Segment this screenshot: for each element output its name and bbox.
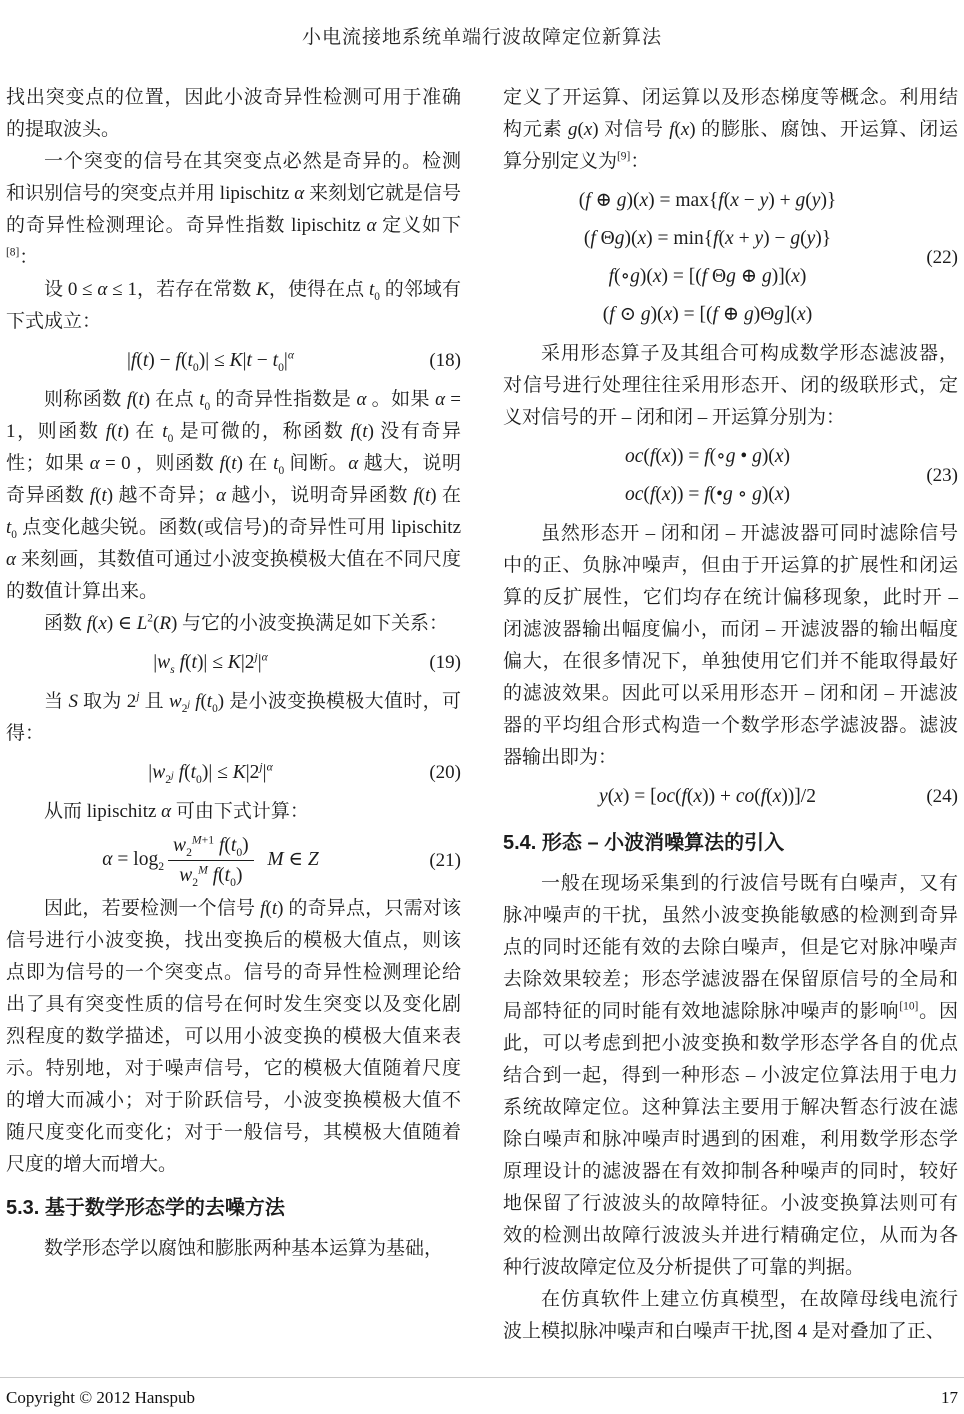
equation-block [6, 832, 461, 889]
section-heading: 5.4. 形态 – 小波消噪算法的引入 [503, 832, 785, 854]
page-header [0, 0, 964, 82]
equation-line: (f ⊙ g)(x) = [(f ⊕ g)Θg](x) [602, 304, 813, 325]
column-left [6, 82, 461, 1348]
equation-number: (20) [429, 762, 461, 783]
paragraph: 一个突变的信号在其突变点必然是奇异的。检测和识别信号的突变点并用 lipischitz α 来刻划它就是信号的奇异性检测理论。奇异性指数 lipischitz α 定义如下[8]： [6, 151, 461, 268]
paragraph: 定义了开运算、闭运算以及形态梯度等概念。利用结构元素 g(x) 对信号 f(x) 的膨胀、腐蚀、开运算、闭运算分别定义为[9]： [503, 87, 958, 172]
equation-number: (22) [926, 247, 958, 268]
equation-lines [503, 182, 912, 334]
equation-line: (f Θg)(x) = min{f(x + y) − g(y)} [583, 228, 832, 249]
paragraph: 采用形态算子及其组合可构成数学形态滤波器，对信号进行处理往往采用形态开、闭的级联形式，定义对信号的开 – 闭和闭 – 开运算分别为： [503, 343, 958, 428]
paragraph: 找出突变点的位置，因此小波奇异性检测可用于准确的提取波头。 [6, 87, 461, 140]
paragraph: 在仿真软件上建立仿真模型，在故障母线电流行波上模拟脉冲噪声和白噪声干扰,图 4 是对叠加了正、 [503, 1289, 958, 1342]
equation-line: $|w_{2^j}$ $f(t_0)| \le K|2^j|^\alpha$ [148, 760, 273, 786]
column-right [503, 82, 958, 1348]
paragraph: 设 0 ≤ α ≤ 1，若存在常数 K，使得在点 $t_0$ 的邻域有下式成立： [6, 279, 461, 332]
equation-line: $|f(t) - f(t_0)| \le K|t - t_0|^\alpha$ [127, 348, 294, 374]
equation-number: (19) [429, 652, 461, 673]
equation-block [6, 342, 461, 380]
section-heading: 5.3. 基于数学形态学的去噪方法 [6, 1197, 285, 1219]
equation-block [503, 778, 958, 816]
paragraph: 从而 lipischitz α 可由下式计算： [44, 801, 309, 822]
equation-block [6, 644, 461, 682]
page-number: 17 [941, 1388, 958, 1407]
equation-lines [6, 342, 415, 380]
paragraph: 虽然形态开 – 闭和闭 – 开滤波器可同时滤除信号中的正、负脉冲噪声，但由于开运算的扩展性和闭运算的反扩展性，它们均存在统计偏移现象，此时开 – 闭滤波器输出幅度偏小，而闭 – 开滤波器的输出幅度偏大，在很多情况下，单独使用它们并不能取得最好的滤波效果。因此可以采用形态开 – 闭和闭 – 开滤波器的平均组合形式构造一个数学形态学滤波器。滤波器输出即为： [503, 523, 958, 768]
equation-number: (18) [429, 350, 461, 371]
equation-lines [6, 644, 415, 682]
equation-number: (21) [429, 849, 461, 871]
paragraph: 当 S 取为 2$^j$ 且 $w_{2^j}$ $f(t_0)$ 是小波变换模极大值时，可得： [6, 690, 461, 744]
paper-title: 小电流接地系统单端行波故障定位新算法 [301, 27, 662, 48]
equation-line: $\alpha = \log_2$ $\frac{w_2^{M+1} f(t_0)}{w_2^M f(t_0)}$ M ∈ Z [102, 833, 319, 889]
paragraph: 数学形态学以腐蚀和膨胀两种基本运算为基础， [44, 1238, 444, 1259]
equation-number: (23) [926, 465, 958, 486]
equation-line: f(∘g)(x) = [(f Θg ⊕ g)](x) [608, 266, 807, 287]
equation-line: (f ⊕ g)(x) = max{f(x − y) + g(y)} [578, 190, 837, 211]
equation-line: oc(f(x)) = f(•g ∘ g)(x) [625, 484, 790, 505]
equation-block [503, 438, 958, 514]
equation-block [503, 182, 958, 334]
two-column-content [0, 82, 964, 1348]
equation-line: y(x) = [oc(f(x)) + co(f(x))]/2 [599, 786, 816, 807]
page-footer [0, 1377, 964, 1414]
paragraph: 因此，若要检测一个信号 f(t) 的奇异点，只需对该信号进行小波变换，找出变换后的模极大值点，则该点即为信号的一个突变点。信号的奇异性检测理论给出了具有突变性质的信号在何时发生突变以及变化剧烈程度的数学描述，可以用小波变换的模极大值来表示。特别地，对于噪声信号，它的模极大值随着尺度的增大而减小；对于阶跃信号，小波变换模极大值不随尺度变化而变化；对于一般信号，其模极大值随着尺度的增大而增大。 [6, 898, 461, 1175]
copyright-text: Copyright © 2012 Hanspub [6, 1388, 196, 1407]
paragraph: 则称函数 f(t) 在点 $t_0$ 的奇异性指数是 α 。如果 α = 1，则函数 f(t) 在 $t_0$ 是可微的，称函数 f(t) 没有奇异性；如果 α = 0 ，则函数 f(t) 在 $t_0$ 间断。α 越大，说明奇异函数 f(t) 越不奇异；α 越小，说明奇异函数 f(t) 在 $t_0$ 点变化越尖锐。函数(或信号)的奇异性可用 lipischitz α 来刻画，其数值可通过小波变换模极大值在不同尺度的数值计算出来。 [6, 389, 461, 602]
paragraph: 一般在现场采集到的行波信号既有白噪声，又有脉冲噪声的干扰，虽然小波变换能敏感的检测到奇异点的同时还能有效的去除白噪声，但是它对脉冲噪声去除效果较差；形态学滤波器在保留原信号的全局和局部特征的同时能有效地滤除脉冲噪声的影响[10]。因此，可以考虑到把小波变换和数学形态学各自的优点结合到一起，得到一种形态 – 小波定位算法用于电力系统故障定位。这种算法主要用于解决暂态行波在滤除白噪声和脉冲噪声时遇到的困难，利用数学形态学原理设计的滤波器在有效抑制各种噪声的同时，较好地保留了行波波头的故障特征。小波变换算法则可有效的检测出故障行波波头并进行精确定位，从而为各种行波故障定位及分析提供了可靠的判据。 [503, 873, 958, 1278]
equation-block [6, 754, 461, 792]
equation-line: oc(f(x)) = f(∘g • g)(x) [625, 446, 790, 467]
equation-lines [6, 754, 415, 792]
equation-lines [6, 832, 415, 889]
equation-lines [503, 438, 912, 514]
paragraph: 函数 f(x) ∈ $L^2(R)$ 与它的小波变换满足如下关系： [44, 612, 449, 634]
equation-line: $|w_s$ $f(t)| \le K|2^j|^\alpha$ [153, 650, 268, 676]
equation-number: (24) [926, 786, 958, 807]
equation-lines [503, 778, 912, 816]
